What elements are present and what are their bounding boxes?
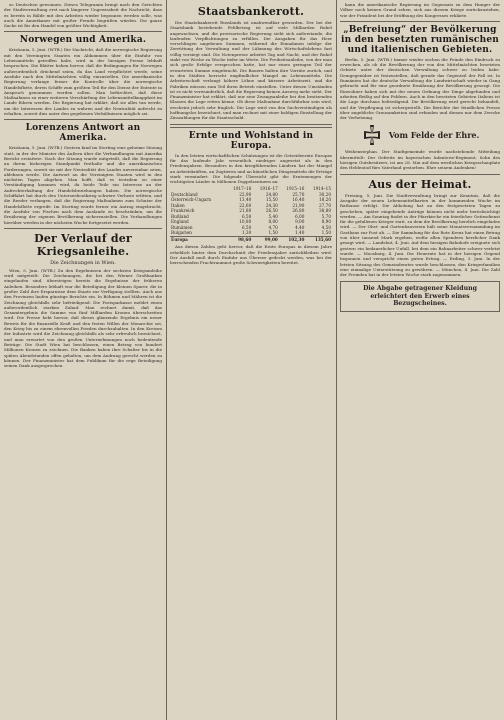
section-emblem-felde-ehre xyxy=(340,124,500,146)
article-text: Kristiania, 5. Juni. (WTB.) Gestern fand im Storting eine geheime Sitzung statt, in der der Minister des Äußern über die Verhandlungen mit Amerika Bericht erstattete. Nach der Sitzung wurde mitgeteilt, daß die Regierung an ihrem bisherigen Standpunkt festhalte und die amerikanischen Forderungen, soweit sie mit der Neutralität des Landes unvereinbar seien, ablehnen werde. Die Antwort an die Vereinigten Staaten wird in den nächsten Tagen abgehen. Man hofft, daß es trotzdem zu einer Verständigung kommen wird, da beide Teile ein Interesse an der Aufrechterhaltung der Handelsbeziehungen haben. Die norwegische Schiffahrt hat durch den Unterseebootkrieg schwere Verluste erlitten, und die Reeder verlangen, daß die Regierung Maßnahmen zum Schutze der Handelsflotte ergreife. Im Storting wurde ferner ein Antrag eingebracht, die Ausfuhr von Fischen nach dem Auslande zu beschränken, um die Ernährung der eigenen Bevölkerung sicherzustellen. Die Verhandlungen hierüber werden in der nächsten Woche fortgesetzt werden. xyxy=(4,145,162,225)
table-cell: 26,80 xyxy=(292,208,305,214)
headline-kriegsanleihe: Der Verlauf der Kriegsanleihe. xyxy=(34,231,132,258)
headline-antwort-amerika: Lorenzens Antwort an Amerika. xyxy=(25,123,141,144)
table-cell: 21,90 xyxy=(292,202,305,208)
column-middle xyxy=(170,2,332,716)
table-header-cell: 1915–16 xyxy=(286,186,305,192)
column-right xyxy=(340,2,500,716)
divider xyxy=(4,228,162,229)
table-cell: 4,40 xyxy=(295,224,305,230)
divider xyxy=(4,31,162,32)
divider xyxy=(340,21,500,22)
table-cell: Deutschland xyxy=(171,191,198,197)
table-cell: 27,70 xyxy=(319,202,331,208)
table-cell: 4,50 xyxy=(321,224,331,230)
article-continuation: kann die amerikanische Regierung im Gegensatz zu dem Hunger der Völker noch keinen Grund sehen, sich aus diesem Kriege zurückzuziehen, wie der Präsident bei der Eröffnung des Kongresses erklärte. xyxy=(340,2,500,18)
table-cell: Italien xyxy=(171,202,185,208)
table-cell: 5,70 xyxy=(321,213,331,219)
subheadline: Die Zeichnungen in Wien. xyxy=(50,259,116,266)
column-rule xyxy=(166,0,167,720)
table-cell: 26,50 xyxy=(265,208,278,214)
table-cell: Rumänien xyxy=(171,224,193,230)
table-cell: Bulgarien xyxy=(171,230,192,236)
article-text: Wien, 5. Juni. (WTB.) Zu den Ergebnissen der sechsten Kriegsanleihe wird mitgeteilt: Die Zeichnungen, die bei den Wiener Großbanken eingelaufen sind, übersteigen bereits die Ergebnisse der früheren Anleihen. Besonders lebhaft war die Beteiligung der kleinen Sparer, die in großer Zahl ihre Ersparnisse dem Staate zur Verfügung stellten. Auch aus den Provinzen laufen günstige Berichte ein. In Böhmen und Mähren ist die Zeichnung gleichfalls sehr befriedigend. Die Postsparkasse meldet einen außerordentlich starken Zulauf. Man rechnet damit, daß das Gesamtergebnis die Summe von fünf Milliarden Kronen überschreiten wird. Die Presse hebt hervor, daß dieses glänzende Ergebnis ein neuer Beweis für die finanzielle Kraft und den festen Willen der Monarchie sei, den Krieg bis zu einem ehrenvollen Frieden durchzuhalten. In den Kreisen der Industrie wird die Zeichnung gleichfalls als sehr erfreulich bezeichnet, und man erwartet von den großen Unternehmungen noch bedeutende Beträge. Die Stadt Wien hat beschlossen, einen Betrag von hundert Millionen Kronen zu zeichnen. Die Banken haben ihre Schalter bis in die späten Abendstunden offen gehalten, um dem Andrang gerecht werden zu können. Der Finanzminister hat dem Publikum für die rege Beteiligung seinen Dank ausgesprochen. xyxy=(4,267,162,369)
divider xyxy=(170,124,332,128)
table-cell: Europa xyxy=(170,236,226,242)
article-text: Aus diesen Zahlen geht hervor, daß die Ernte Europas in diesem Jahre erheblich hinter dem Durchschnitt der Friedensjahre zurückbleiben wird. Der Ausfall muß durch Einfuhr aus Übersee gedeckt werden, was bei der herrschenden Frachtraumnot große Schwierigkeiten bereitet. xyxy=(170,244,332,266)
table-cell: Rußland xyxy=(171,213,189,219)
table-header-cell: 1917–18 xyxy=(233,186,252,192)
article-text: Freising, 5. Juni. Die Stadtverwaltung bringt zur Kenntnis, daß die Ausgabe der neuen Lebensmittelkarten in der kommenden Woche im Rathause erfolgt. Die Abholung hat an den festgesetzten Tagen zu geschehen; später eingehende Anträge können nicht mehr berücksichtigt werden. — Am Sonntag findet in der Pfarrkirche ein feierlicher Gottesdienst für die gefallenen Krieger statt, zu dem die Bevölkerung herzlich eingeladen wird. — Der Obst- und Gartenbauverein hält seine Monatsversammlung im Gasthaus zur Post ab. — Die Sammlung für das Rote Kreuz hat einen Betrag von über tausend Mark ergeben, wofür allen Spendern herzlicher Dank gesagt wird. — Landshut, 4. Juni. Auf dem hiesigen Bahnhofe ereignete sich gestern ein bedauerlicher Unfall, bei dem ein Bahnarbeiter schwer verletzt wurde. — Moosburg, 4. Juni. Die Heuernte hat in der hiesigen Gegend begonnen und verspricht einen guten Ertrag. — Erding, 3. Juni. In der letzten Sitzung des Gemeinderates wurde beschlossen, den Kriegerfamilien eine einmalige Unterstützung zu gewähren. — München, 4. Juni. Die Zahl der Fremden hat in der letzten Woche stark zugenommen. xyxy=(340,192,500,278)
table-cell: England xyxy=(171,219,189,225)
article-text: Berlin, 5. Juni. (WTB.) Immer wieder suchen die Feinde den Eindruck zu erwecken, als ob die Bevölkerung der von den Mittelmächten besetzten Gebiete unter der deutschen Verwaltung schwer zu leiden habe. Demgegenüber ist festzustellen, daß gerade das Gegenteil der Fall ist. In Rumänien hat die deutsche Verwaltung die Landwirtschaft wieder in Gang gebracht und für eine geordnete Ernährung der Bevölkerung gesorgt. Die Einwohner haben sich mit der neuen Ordnung der Dinge abgefunden und arbeiten fleißig auf den Feldern. Auch in den besetzten Gebieten Italiens ist die Lage durchaus befriedigend. Die Bevölkerung wird gerecht behandelt, und die Verpflegung ist sichergestellt. Die Berichte der feindlichen Presse über angebliche Grausamkeiten sind erfunden und dienen nur dem Zwecke der Verhetzung. xyxy=(340,56,500,121)
table-cell: 1,30 xyxy=(241,230,252,236)
table-cell: 1,50 xyxy=(321,230,331,236)
harvest-table xyxy=(170,186,332,242)
table-cell: 135,60 xyxy=(305,236,332,242)
table-cell: 1,50 xyxy=(268,230,278,236)
table-cell: 18,20 xyxy=(319,197,331,203)
article-continuation: so Deutschen gewonnen. Dieses Telegramm bringt nach den Gerichten der Stadtverwaltung erst nach längerer Ungewissheit die Nachricht, dass es bereits in Bälde mit den Arbeiten wieder begonnen werden solle, was auch die Amerikaner mit großer Freude begrüßen würden. Die ganze Sache ist für den Handel von größter Wichtigkeit. xyxy=(4,2,162,29)
headline-befreiung: „Befreiung“ der Bevölkerung in den besetzten rumänischen und italienischen Gebieten. xyxy=(341,24,499,55)
table-cell: 102,30 xyxy=(279,236,306,242)
table-cell: 30,20 xyxy=(319,191,331,197)
headline-norwegen-amerika: Norwegen und Amerika. xyxy=(19,35,147,46)
article-text: In den letzten wirtschaftlichen Schätzungen ist die Getreideernte Europas für das laufende Jahr wesentlich niedriger angesetzt als in den Friedensjahren. Besonders in den kriegführenden Ländern hat der Mangel an Arbeitskräften, an Zugtieren und an künstlichen Düngemitteln die Erträge stark vermindert. Die folgende Übersicht gibt die Erntemengen der wichtigsten Länder in Millionen Doppelzentnern an: xyxy=(170,152,332,185)
table-cell: 6,50 xyxy=(241,213,252,219)
table-cell: Frankreich xyxy=(171,208,195,214)
table-cell: 16,40 xyxy=(292,197,305,203)
table-cell: 10,80 xyxy=(239,219,252,225)
table-cell: 13,40 xyxy=(239,197,252,203)
article-text: Weihenstephan. Der Stadtgemeinde wurde nachstehende Mitteilung übermittelt: Der Gefreite im bayerischen Infanterie-Regiment, Sohn des hiesigen Gutsbesitzers, ist am 28. Mai auf dem westlichen Kriegsschauplatz den Heldentod fürs Vaterland gestorben. Ehre seinem Andenken! xyxy=(340,149,500,171)
table-cell: 22,90 xyxy=(239,191,252,197)
notice-box: Die Abgabe getragener Kleidung erleichtert den Erwerb eines Bezugscheines. xyxy=(340,281,500,312)
table-header-cell: 1916–17 xyxy=(259,186,278,192)
table-cell: 25,70 xyxy=(292,191,305,197)
table-cell: 9,00 xyxy=(295,219,305,225)
article-text: Kristiania, 5. Juni. (WTB.) Die Nachricht, daß die norwegische Regierung mit den Vereinigten Staaten ein Abkommen über die Einfuhr von Lebensmitteln getroffen habe, wird in der hiesigen Presse lebhaft besprochen. Die Blätter heben hervor, daß die Bedingungen für Norwegen außerordentlich drückend seien, da das Land verpflichtet werde, seine Ausfuhr nach den Mittelmächten völlig einzustellen. Die amerikanische Regierung verlange ferner die Kontrolle über die norwegische Handelsflotte, deren Schiffe zum größten Teil für den Dienst der Entente in Anspruch genommen werden sollen. Man befürchtet, daß diese Maßnahmen zu einer weiteren Verschärfung der Lebensmittelknappheit im Lande führen werden. Die Regierung hat erklärt, daß sie alles tun werde, um die Interessen des Landes zu wahren und die Neutralität aufrecht zu erhalten, soweit dies unter den gegebenen Verhältnissen möglich sei. xyxy=(4,47,162,117)
table-cell: 6,50 xyxy=(241,224,252,230)
table-cell: 8,00 xyxy=(268,219,278,225)
column-rule xyxy=(336,0,337,720)
headline-aus-der-heimat: Aus der Heimat. xyxy=(368,177,472,191)
iron-cross-icon xyxy=(361,124,383,146)
divider xyxy=(4,119,162,120)
table-cell: 4,70 xyxy=(268,224,278,230)
table-cell: 24,30 xyxy=(265,202,278,208)
table-cell: Österreich-Ungarn xyxy=(171,197,212,203)
table-cell: 99,00 xyxy=(252,236,279,242)
headline-staatsbankerott: Staatsbankerott. xyxy=(197,5,305,18)
headline-ernte-europa: Ernte und Wohlstand in Europa. xyxy=(188,130,314,151)
table-cell: 6,00 xyxy=(295,213,305,219)
table-cell: 24,80 xyxy=(265,191,278,197)
column-left xyxy=(4,2,162,716)
table-cell: 22,60 xyxy=(239,202,252,208)
table-cell: 98,60 xyxy=(226,236,253,242)
article-text: Die Staatsbankerott Russlands ist unabwendbar geworden. Der bei der Staatsbank bestehende Fehlbetrag ist auf viele Milliarden Rubel angewachsen, und die provisorische Regierung sieht sich außerstande, die laufenden Verpflichtungen zu erfüllen. Die Ausgaben für das Heer verschlingen ungeheure Summen, während die Einnahmen infolge der Zerrüttung der Verwaltung und der Lähmung des Wirtschaftslebens fast völlig versiegt sind. Die Notenpresse arbeitet Tag und Nacht, und der Rubel sinkt von Woche zu Woche tiefer im Werte. Die Freiheitsanleihe, von der man sich große Erfolge versprochen hatte, hat nur einen geringen Teil der erwarteten Summe eingebracht. Die Bauern halten ihre Vorräte zurück, und in den Städten herrscht empfindlicher Mangel an Lebensmitteln. Die Arbeiterschaft verlangt höhere Löhne und kürzere Arbeitszeit, und die Fabriken müssen zum Teil ihren Betrieb einstellen. Unter diesen Umständen ist es nicht verwunderlich, daß die Regierung keinen Ausweg mehr sieht. Der Finanzminister hat erklärt, daß nur eine Zwangsanleihe bei den besitzenden Klassen die Lage retten könne. Ob diese Maßnahme durchführbar sein wird, erscheint jedoch sehr fraglich. Die Lage wird von den Sachverständigen als hoffnungslos bezeichnet, und man rechnet mit einer baldigen Einstellung der Zinszahlungen für die Staatsschuld. xyxy=(170,20,332,121)
divider xyxy=(340,174,500,175)
table-cell: 38,80 xyxy=(319,208,331,214)
table-header-cell: 1914–15 xyxy=(312,186,331,192)
table-cell: 1,40 xyxy=(295,230,305,236)
emblem-label: Vom Felde der Ehre. xyxy=(388,130,480,141)
table-cell: 21,80 xyxy=(239,208,252,214)
table-cell: 8,90 xyxy=(321,219,331,225)
table-cell: 15,50 xyxy=(265,197,278,203)
table-cell: 5,40 xyxy=(268,213,278,219)
